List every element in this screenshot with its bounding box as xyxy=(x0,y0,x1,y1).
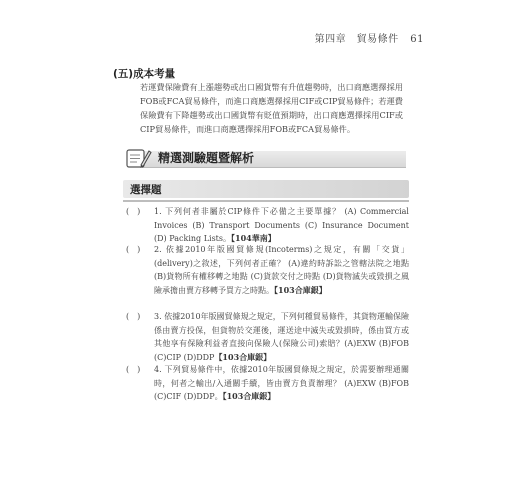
question-source: 【104華南】 xyxy=(231,233,276,244)
paragraph-text: 若運費保險費有上漲趨勢或出口國貨幣有升值趨勢時，出口商應選擇採用FOB或FCA貿易條件，而進口商應選擇採用CIF或CIP貿易條件；若運費保險費有下降趨勢或出口國貨幣有貶值預期時，出口商應選擇採用CIF或CIP貿易條件，而進口商應選擇採用FOB或FCA貿易條件。 xyxy=(140,82,403,134)
running-header xyxy=(315,30,424,45)
question-body xyxy=(154,310,409,364)
question-source: 【103合庫銀】 xyxy=(274,284,327,295)
question-item xyxy=(123,243,409,297)
answer-blank: ( ) xyxy=(126,365,141,374)
choice-section-bar xyxy=(123,180,409,198)
answer-blank: ( ) xyxy=(126,312,141,321)
question-text: 3. 依據2010年版國貿條規之規定，下列何種貿易條件，其貨物運輸保險係由賣方投保，但貨物於交運後，運送途中滅失或毀損時，係由買方或其他享有保險利益者直接向保險人(保險公司)索賠？(A)EXW (B)FOB (C)CIP (D)DDP xyxy=(154,312,409,362)
question-body xyxy=(154,205,409,246)
section-heading: (五)成本考量 xyxy=(113,68,176,80)
choice-section-title: 選擇題 xyxy=(130,184,162,196)
answer-blank: ( ) xyxy=(126,245,141,254)
question-body xyxy=(154,243,409,297)
question-text: 4. 下列貿易條件中，依據2010年版國貿條規之規定，於需要辦理通關時，何者之輸出/入通關手續，皆由賣方負責辦理？ (A)EXW (B)FOB (C)CIF (D)DDP。 xyxy=(154,365,409,402)
section-paragraph xyxy=(140,80,403,136)
quiz-banner xyxy=(124,145,406,171)
question-text: 2. 依據2010年版國貿條規(Incoterms)之規定，有關「交貨」(delivery)之敘述，下列何者正確？ (A)違約時訴訟之管轄法院之地點 (B)貨物所有權移轉之地點 (C)貨款交付之時點 (D)貨物滅失或毀損之風險承擔由賣方移轉予買方之時點。 xyxy=(154,245,409,295)
question-source: 【103合庫銀】 xyxy=(222,391,276,402)
page-number: 61 xyxy=(410,34,424,45)
pencil-paper-icon xyxy=(124,145,152,171)
question-source: 【103合庫銀】 xyxy=(214,351,272,362)
question-item xyxy=(123,363,409,404)
chapter-title: 第四章 貿易條件 xyxy=(314,34,399,45)
question-body xyxy=(154,363,409,404)
question-text: 1. 下列何者非屬於CIP條件下必備之主要單據？ (A) Commercial Invoices (B) Transport Documents (C) Insurance Document (D) Packing Lists。 xyxy=(154,207,409,244)
quiz-banner-title: 精選測驗題暨解析 xyxy=(158,151,255,165)
answer-blank: ( ) xyxy=(126,207,141,216)
question-item xyxy=(123,310,409,364)
question-item xyxy=(123,205,409,246)
